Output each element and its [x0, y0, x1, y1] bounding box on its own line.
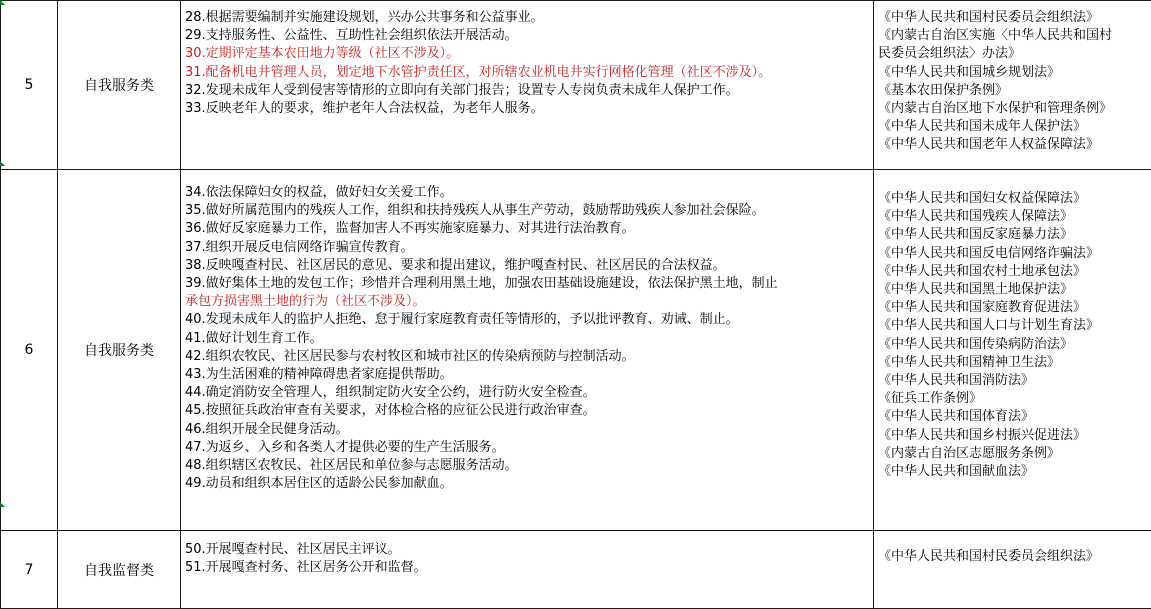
duty-item: 37.组织开展反电信网络诈骗宣传教育。 [185, 239, 873, 257]
duty-item: 29.支持服务性、公益性、互助性社会组织依法开展活动。 [185, 27, 873, 45]
duty-item: 42.组织农牧民、社区居民参与农村牧区和城市社区的传染病预防与控制活动。 [185, 348, 873, 366]
law-reference: 《内蒙古自治区实施〈中华人民共和国村 [878, 27, 1151, 45]
duty-item: 47.为返乡、入乡和各类人才提供必要的生产生活服务。 [185, 439, 873, 457]
law-reference: 《中华人民共和国残疾人保障法》 [878, 208, 1151, 226]
law-reference: 《中华人民共和国消防法》 [878, 372, 1151, 390]
duty-item: 35.做好所属范围内的残疾人工作，组织和扶持残疾人从事生产劳动，鼓励帮助残疾人参加社会保险。 [185, 202, 873, 220]
legal-basis-cell [874, 1, 1151, 170]
duty-item: 44.确定消防安全管理人，组织制定防火安全公约，进行防火安全检查。 [185, 384, 873, 402]
law-reference: 《中华人民共和国农村土地承包法》 [878, 263, 1151, 281]
row-number: 7 [1, 531, 58, 609]
law-reference: 《中华人民共和国家庭教育促进法》 [878, 299, 1151, 317]
duty-item: 40.发现未成年人的监护人拒绝、怠于履行家庭教育责任等情形的，予以批评教育、劝诫、制止。 [185, 311, 873, 329]
duty-items-cell [181, 170, 874, 531]
law-reference: 《中华人民共和国精神卫生法》 [878, 354, 1151, 372]
law-reference: 《中华人民共和国妇女权益保障法》 [878, 190, 1151, 208]
duty-item: 38.反映嘎查村民、社区居民的意见、要求和提出建议，维护嘎查村民、社区居民的合法权益。 [185, 257, 873, 275]
duty-item: 36.做好反家庭暴力工作，监督加害人不再实施家庭暴力、对其进行法治教育。 [185, 220, 873, 238]
corner-marker-icon [0, 502, 5, 507]
corner-marker-icon [0, 161, 5, 166]
duty-items-cell [181, 531, 874, 609]
duty-item: 50.开展嘎查村民、社区居民主评议。 [185, 541, 873, 559]
law-reference: 《基本农田保护条例》 [878, 82, 1151, 100]
duty-item: 34.依法保障妇女的权益，做好妇女关爱工作。 [185, 184, 873, 202]
law-reference: 《中华人民共和国村民委员会组织法》 [878, 9, 1151, 27]
duty-item: 48.组织辖区农牧民、社区居民和单位参与志愿服务活动。 [185, 457, 873, 475]
law-reference: 《中华人民共和国反家庭暴力法》 [878, 226, 1151, 244]
law-reference: 《内蒙古自治区地下水保护和管理条例》 [878, 100, 1151, 118]
duty-item: 51.开展嘎查村务、社区居务公开和监督。 [185, 559, 873, 577]
law-reference: 《中华人民共和国反电信网络诈骗法》 [878, 245, 1151, 263]
law-reference: 民委员会组织法〉办法》 [878, 45, 1151, 63]
category-cell: 自我服务类 [58, 170, 181, 531]
duty-item: 39.做好集体土地的发包工作；珍惜并合理利用黑土地，加强农田基础设施建设，依法保护黑土地，制止 [185, 275, 873, 293]
law-reference: 《中华人民共和国献血法》 [878, 463, 1151, 481]
row-number: 5 [1, 1, 58, 170]
legal-basis-cell [874, 531, 1151, 609]
law-reference: 《中华人民共和国城乡规划法》 [878, 64, 1151, 82]
law-reference: 《征兵工作条例》 [878, 390, 1151, 408]
duty-item: 49.动员和组织本居住区的适龄公民参加献血。 [185, 475, 873, 493]
duty-item: 46.组织开展全民健身活动。 [185, 421, 873, 439]
duty-items-cell [181, 1, 874, 170]
law-reference: 《中华人民共和国未成年人保护法》 [878, 118, 1151, 136]
category-cell: 自我服务类 [58, 1, 181, 170]
duty-item: 28.根据需要编制并实施建设规划，兴办公共事务和公益事业。 [185, 9, 873, 27]
legal-basis-cell [874, 170, 1151, 531]
duty-item: 33.反映老年人的要求，维护老年人合法权益，为老年人服务。 [185, 100, 873, 118]
law-reference: 《中华人民共和国人口与计划生育法》 [878, 317, 1151, 335]
duty-item: 45.按照征兵政治审查有关要求，对体检合格的应征公民进行政治审查。 [185, 402, 873, 420]
law-reference: 《中华人民共和国传染病防治法》 [878, 336, 1151, 354]
corner-marker-icon [0, 0, 5, 5]
duty-item: 30.定期评定基本农田地力等级（社区不涉及）。 [185, 45, 873, 63]
table-row [1, 1, 1151, 170]
duty-item: 31.配备机电井管理人员，划定地下水管护责任区，对所辖农业机电井实行网格化管理（社区不涉及）。 [185, 64, 873, 82]
law-reference: 《中华人民共和国体育法》 [878, 408, 1151, 426]
law-reference: 《中华人民共和国村民委员会组织法》 [878, 548, 1151, 566]
duty-item: 43.为生活困难的精神障碍患者家庭提供帮助。 [185, 366, 873, 384]
table-body [1, 1, 1151, 609]
law-reference: 《内蒙古自治区志愿服务条例》 [878, 445, 1151, 463]
category-cell: 自我监督类 [58, 531, 181, 609]
duty-item: 承包方损害黑土地的行为（社区不涉及）。 [185, 293, 873, 311]
law-reference: 《中华人民共和国黑土地保护法》 [878, 281, 1151, 299]
law-reference: 《中华人民共和国乡村振兴促进法》 [878, 427, 1151, 445]
law-reference: 《中华人民共和国老年人权益保障法》 [878, 136, 1151, 154]
table-row [1, 531, 1151, 609]
duty-item: 41.做好计划生育工作。 [185, 330, 873, 348]
duty-item: 32.发现未成年人受到侵害等情形的立即向有关部门报告；设置专人专岗负责未成年人保护工作。 [185, 82, 873, 100]
row-number: 6 [1, 170, 58, 531]
table-row [1, 170, 1151, 531]
